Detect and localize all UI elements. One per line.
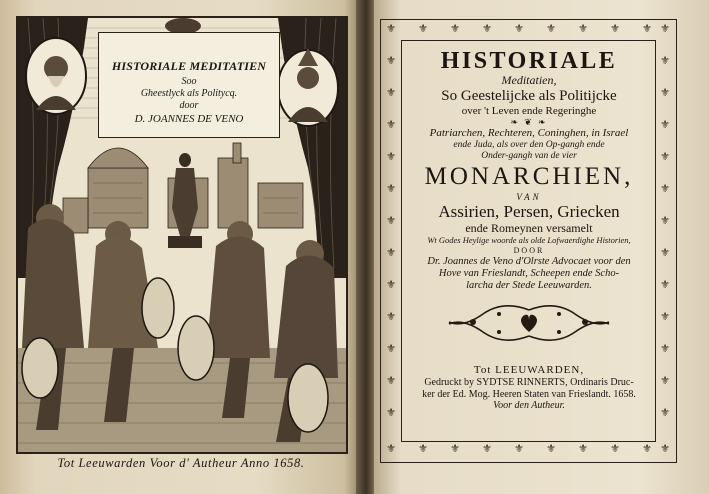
- fleur-icon: ⚜: [418, 443, 428, 455]
- fleur-icon: ⚜: [660, 311, 670, 323]
- title-romeynen: ende Romeynen versamelt: [465, 221, 593, 235]
- title-page-border: [380, 19, 677, 463]
- fleur-icon: ⚜: [450, 23, 460, 35]
- fleur-icon: ⚜: [610, 23, 620, 35]
- fleur-icon: ⚜: [482, 23, 492, 35]
- title-line-juda: ende Juda, als over den Op-gangh ende: [453, 140, 605, 150]
- fleur-icon: ⚜: [386, 55, 396, 67]
- printer-line-1: Gedruckt by SYDTSE RINNERTS, Ordinaris Druc-: [424, 377, 634, 388]
- fleur-icon: ⚜: [546, 443, 556, 455]
- fleur-icon: ⚜: [642, 443, 652, 455]
- fleur-icon: ⚜: [386, 443, 396, 455]
- title-line-over: over 't Leven ende Regeringhe: [461, 105, 597, 117]
- fleur-icon: ⚜: [660, 407, 670, 419]
- title-historiale: HISTORIALE: [440, 48, 618, 74]
- fleur-icon: ⚜: [610, 443, 620, 455]
- fleur-icon: ⚜: [578, 443, 588, 455]
- title-monarchien: MONARCHIEN,: [424, 163, 634, 190]
- title-van: VAN: [516, 192, 542, 202]
- fleur-icon: ⚜: [386, 407, 396, 419]
- fleur-icon: ⚜: [660, 215, 670, 227]
- fleur-icon: ⚜: [386, 247, 396, 259]
- ornament-divider: ❧ ❦ ❧: [510, 117, 548, 127]
- author-line-1: Dr. Joannes de Veno d'Olrste Advocaet voor den: [427, 256, 631, 267]
- title-line-patriarchen: Patriarchen, Rechteren, Coninghen, in Israel: [429, 127, 629, 139]
- fleur-icon: ⚜: [660, 55, 670, 67]
- fleur-icon: ⚜: [660, 279, 670, 291]
- fleur-icon: ⚜: [386, 343, 396, 355]
- fleur-icon: ⚜: [578, 23, 588, 35]
- banner-line-door: door: [179, 100, 199, 111]
- fleur-icon: ⚜: [386, 119, 396, 131]
- fleur-icon: ⚜: [660, 343, 670, 355]
- place-of-printing: Tot LEEUWARDEN,: [473, 364, 585, 376]
- fleur-icon: ⚜: [418, 23, 428, 35]
- plate-caption: Tot Leeuwarden Voor d' Autheur Anno 1658.: [57, 456, 305, 470]
- door-label: DOOR: [513, 246, 545, 255]
- fleur-icon: ⚜: [450, 443, 460, 455]
- fleur-icon: ⚜: [514, 23, 524, 35]
- banner-title: HISTORIALE MEDITATIEN: [111, 59, 267, 73]
- voor-den-autheur: Voor den Autheur.: [493, 400, 565, 411]
- fleur-icon: ⚜: [660, 119, 670, 131]
- author-line-3: larcha der Stede Leeuwarden.: [466, 280, 592, 291]
- fleur-icon: ⚜: [386, 23, 396, 35]
- fleur-icon: ⚜: [660, 247, 670, 259]
- title-page-text: [404, 48, 654, 411]
- fleur-icon: ⚜: [660, 375, 670, 387]
- banner-line-soo: Soo: [181, 76, 197, 87]
- title-empires: Assirien, Persen, Griecken: [438, 202, 620, 221]
- fleur-icon: ⚜: [482, 443, 492, 455]
- banner-line-gheestlyck: Gheestlyck als Politycq.: [140, 88, 238, 99]
- fleur-icon: ⚜: [642, 23, 652, 35]
- fleur-icon: ⚜: [514, 443, 524, 455]
- fleur-icon: ⚜: [386, 151, 396, 163]
- printers-vignette: [443, 300, 615, 346]
- title-line-geestelijcke: So Geestelijcke als Politijcke: [441, 88, 617, 104]
- frontispiece-banner: [98, 32, 280, 138]
- fleur-icon: ⚜: [386, 87, 396, 99]
- banner-author: D. JOANNES DE VENO: [134, 113, 244, 125]
- fleur-icon: ⚜: [386, 215, 396, 227]
- fleur-icon: ⚜: [386, 279, 396, 291]
- title-line-onder-gangh: Onder-gangh van de vier: [481, 151, 577, 161]
- frontispiece-engraving: [16, 16, 348, 454]
- fleur-icon: ⚜: [386, 183, 396, 195]
- fleur-icon: ⚜: [386, 311, 396, 323]
- right-page: [374, 0, 709, 494]
- printer-line-2: ker der Ed. Mog. Heeren Staten van Frieslandt. 1658.: [422, 388, 636, 400]
- fleur-icon: ⚜: [660, 151, 670, 163]
- scripture-line: Wt Godes Heylige woorde als olde Lofwaerdighe Historien,: [427, 235, 631, 245]
- fleur-icon: ⚜: [660, 23, 670, 35]
- fleur-icon: ⚜: [546, 23, 556, 35]
- author-line-2: Hove van Frieslandt, Scheepen ende Scho-: [438, 268, 620, 279]
- fleur-icon: ⚜: [660, 183, 670, 195]
- fleur-icon: ⚜: [660, 87, 670, 99]
- fleur-icon: ⚜: [386, 375, 396, 387]
- subtitle-meditatien: Meditatien,: [501, 73, 557, 87]
- fleur-icon: ⚜: [660, 443, 670, 455]
